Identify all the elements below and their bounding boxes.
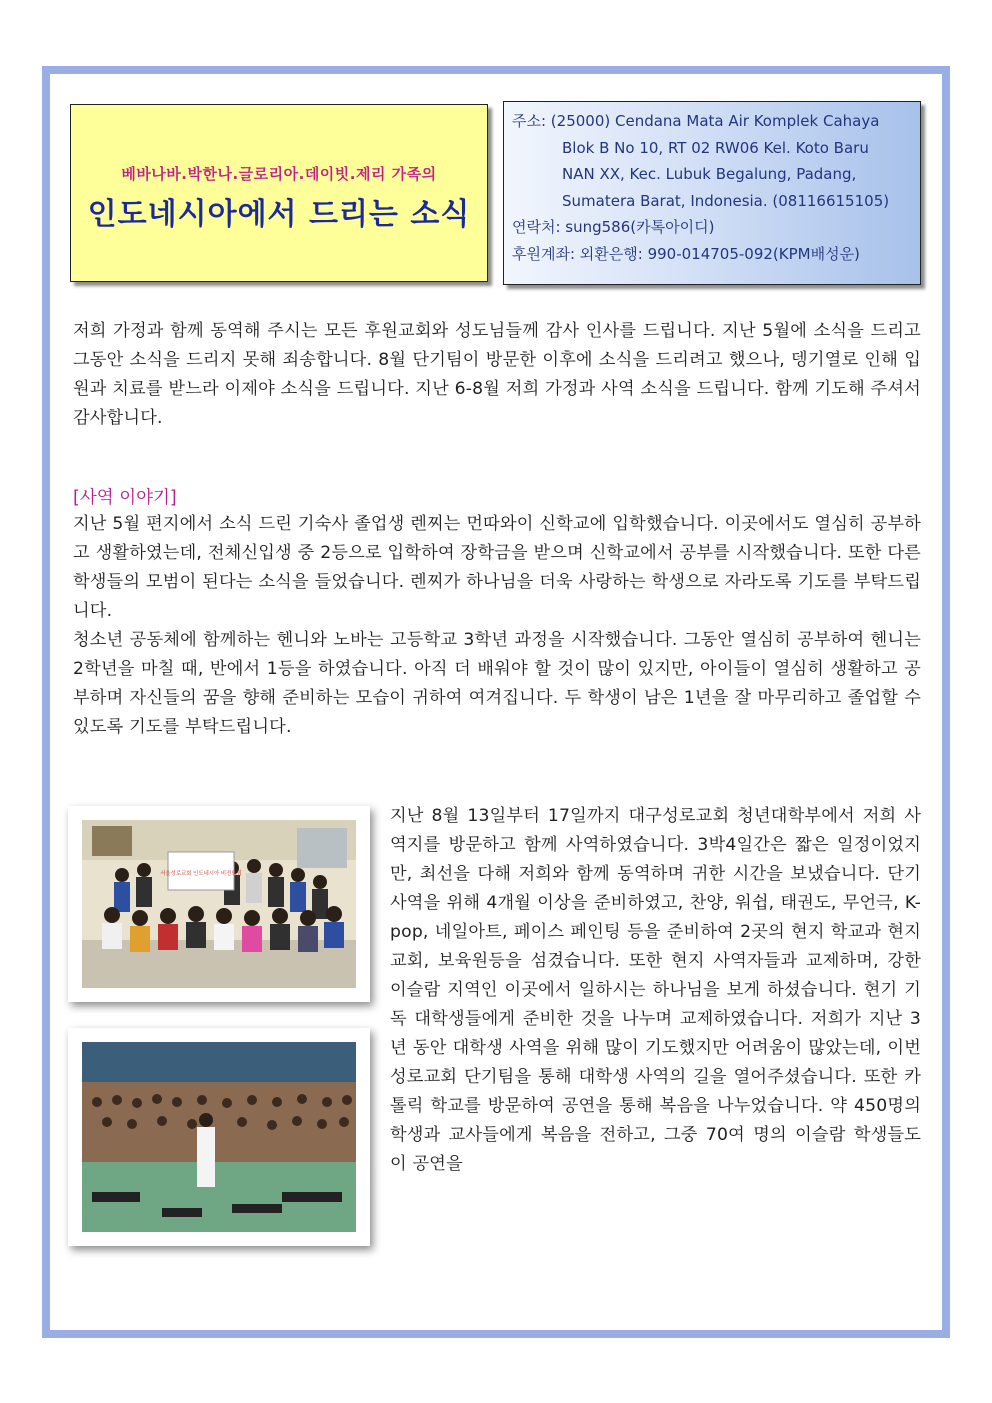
- bank-account-line: 후원계좌: 외환은행: 990-014705-092(KPM배성운): [512, 244, 860, 263]
- newsletter-title-box: [70, 104, 488, 282]
- paragraph-youth: 청소년 공동체에 함께하는 헨니와 노바는 고등학교 3학년 과정을 시작했습니다. 그동안 열심히 공부하여 헨니는 2학년을 마칠 때, 반에서 1등을 하였습니다. 아직 더 배워야 할 것이 많이 있지만, 아이들이 열심히 생활하고 공부하며 자신들의 꿈을 향해 준비하는 모습이 귀하여 여겨집니다. 두 학생이 남은 1년을 잘 마무리하고 졸업할 수 있도록 기도를 부탁드립니다.: [73, 630, 921, 737]
- group-photo-image: [82, 820, 356, 988]
- intro-paragraph: 저희 가정과 함께 동역해 주시는 모든 후원교회와 성도님들께 감사 인사를 드립니다. 지난 5월에 소식을 드리고 그동안 소식을 드리지 못해 죄송합니다. 8월 단기팀이 방문한 이후에 소식을 드리려고 했으나, 뎅기열로 인해 입원과 치료를 받느라 이제야 소식을 드립니다. 지난 6-8월 저희 가정과 사역 소식을 드립니다. 함께 기도해 주셔서 감사합니다.: [73, 321, 921, 428]
- address-line-1: 주소: (25000) Cendana Mata Air Komplek Cahaya: [512, 112, 880, 130]
- photo-group: [68, 806, 370, 1002]
- paragraph-renzi: 지난 5월 편지에서 소식 드린 기숙사 졸업생 렌찌는 먼따와이 신학교에 입학했습니다. 이곳에서도 열심히 공부하고 생활하였는데, 전체신입생 중 2등으로 입학하여 장학금을 받으며 신학교에서 공부를 시작했습니다. 또한 다른 학생들의 모범이 된다는 소식을 들었습니다. 렌찌가 하나님을 더욱 사랑하는 학생으로 자라도록 기도를 부탁드립니다.: [73, 514, 921, 621]
- banner-text: 서울성로교회 인도네시아 비전트립: [160, 871, 242, 877]
- ministry-paragraphs: [73, 510, 921, 742]
- contact-line: 연락처: sung586(카톡아이디): [512, 218, 715, 236]
- contact-info-box: [503, 101, 921, 285]
- page-frame: [42, 66, 950, 1338]
- newsletter-headline: 인도네시아에서 드리는 소식: [87, 197, 471, 232]
- photo-performance: [68, 1028, 370, 1246]
- page-content: [50, 74, 942, 1330]
- performance-photo-image: [82, 1042, 356, 1232]
- address-line-4: Sumatera Barat, Indonesia. (08116615105): [562, 191, 890, 210]
- family-names: 베바나바.박한나.글로리아.데이빗.제리 가족의: [121, 165, 437, 183]
- address-line-3: NAN XX, Kec. Lubuk Begalung, Padang,: [562, 165, 857, 183]
- short-term-team-paragraph: 지난 8월 13일부터 17일까지 대구성로교회 청년대학부에서 저희 사역지를 방문하고 함께 사역하였습니다. 3박4일간은 짧은 일정이었지만, 최선을 다해 저희와 함께 동역하며 귀한 시간을 보냈습니다. 단기 사역을 위해 4개월 이상을 준비하였고, 찬양, 워쉽, 태권도, 무언극, K-pop, 네일아트, 페이스 페인팅 등을 준비하여 2곳의 현지 학교과 현지 교회, 보육원등을 섬겼습니다. 또한 현지 사역자들과 교제하며, 강한 이슬람 지역인 이곳에서 일하시는 하나님을 보게 하셨습니다. 현기 기독 대학생들에게 준비한 것을 나누며 교제하였습니다. 저희가 지난 3년 동안 대학생 사역을 위해 많이 기도했지만 어려움이 많았는데, 이번 성로교회 단기팀을 통해 대학생 사역의 길을 열어주셨습니다. 또한 카톨릭 학교를 방문하여 공연을 통해 복음을 나누었습니다. 약 450명의 학생과 교사들에게 복음을 전하고, 그중 70여 명의 이슬람 학생들도 이 공연을: [390, 806, 921, 1174]
- section-title: [사역 이야기]: [73, 488, 177, 508]
- address-line-2: Blok B No 10, RT 02 RW06 Kel. Koto Baru: [562, 138, 869, 157]
